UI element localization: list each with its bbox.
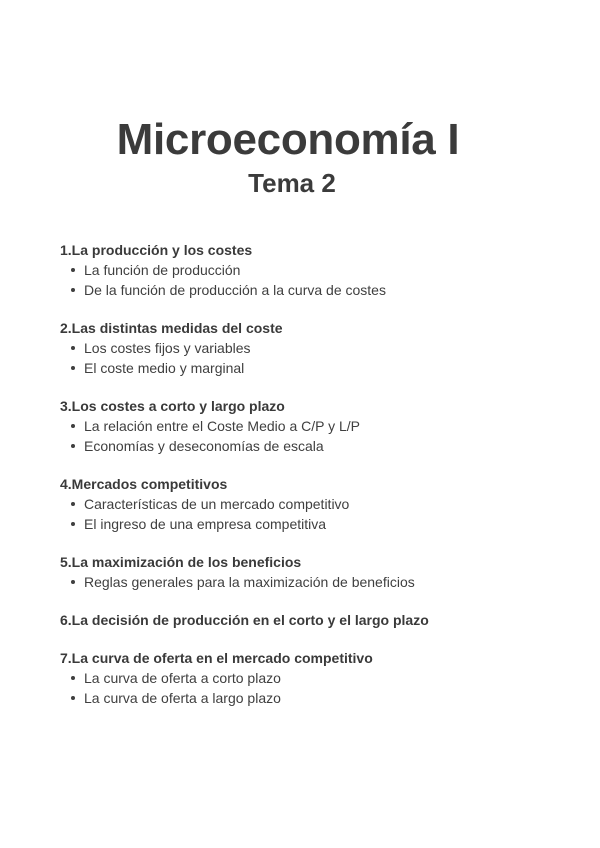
list-item-text: La curva de oferta a largo plazo bbox=[84, 690, 281, 706]
section-5 bbox=[60, 552, 560, 592]
list-item bbox=[70, 514, 560, 534]
bullet-icon bbox=[71, 696, 75, 700]
list-item-text: El ingreso de una empresa competitiva bbox=[84, 516, 327, 532]
list-item-text: Reglas generales para la maximización de beneficios bbox=[84, 574, 415, 590]
section-7 bbox=[60, 648, 560, 708]
section-heading: 4.Mercados competitivos bbox=[60, 476, 228, 492]
list-item bbox=[70, 688, 560, 708]
list-item-text: La curva de oferta a corto plazo bbox=[84, 670, 281, 686]
section-heading: 7.La curva de oferta en el mercado competitivo bbox=[60, 650, 373, 666]
document-title: Microeconomía I bbox=[116, 115, 460, 164]
section-1 bbox=[60, 240, 560, 300]
bullet-icon bbox=[71, 288, 75, 292]
table-of-contents bbox=[60, 240, 560, 726]
list-item bbox=[70, 338, 560, 358]
section-2 bbox=[60, 318, 560, 378]
bullet-list bbox=[60, 260, 560, 300]
bullet-icon bbox=[71, 424, 75, 428]
section-6 bbox=[60, 610, 560, 630]
list-item bbox=[70, 572, 560, 592]
section-3 bbox=[60, 396, 560, 456]
bullet-icon bbox=[71, 366, 75, 370]
list-item bbox=[70, 494, 560, 514]
list-item-text: Los costes fijos y variables bbox=[84, 340, 251, 356]
document-subtitle: Tema 2 bbox=[248, 168, 336, 198]
bullet-list bbox=[60, 338, 560, 378]
section-heading: 3.Los costes a corto y largo plazo bbox=[60, 398, 285, 414]
bullet-list bbox=[60, 572, 560, 592]
list-item bbox=[70, 358, 560, 378]
bullet-icon bbox=[71, 676, 75, 680]
bullet-icon bbox=[71, 268, 75, 272]
list-item-text: El coste medio y marginal bbox=[84, 360, 245, 376]
list-item bbox=[70, 280, 560, 300]
list-item bbox=[70, 436, 560, 456]
list-item-text: La función de producción bbox=[84, 262, 241, 278]
list-item-text: Características de un mercado competitivo bbox=[84, 496, 350, 512]
section-4 bbox=[60, 474, 560, 534]
bullet-list bbox=[60, 668, 560, 708]
list-item-text: De la función de producción a la curva de costes bbox=[84, 282, 386, 298]
list-item-text: Economías y deseconomías de escala bbox=[84, 438, 324, 454]
bullet-icon bbox=[71, 522, 75, 526]
bullet-icon bbox=[71, 580, 75, 584]
list-item-text: La relación entre el Coste Medio a C/P y L/P bbox=[84, 418, 361, 434]
list-item bbox=[70, 260, 560, 280]
section-heading: 2.Las distintas medidas del coste bbox=[60, 320, 283, 336]
section-heading: 5.La maximización de los beneficios bbox=[60, 554, 302, 570]
bullet-icon bbox=[71, 346, 75, 350]
list-item bbox=[70, 668, 560, 688]
bullet-list bbox=[60, 494, 560, 534]
section-heading: 1.La producción y los costes bbox=[60, 242, 253, 258]
bullet-icon bbox=[71, 444, 75, 448]
list-item bbox=[70, 416, 560, 436]
bullet-icon bbox=[71, 502, 75, 506]
section-heading: 6.La decisión de producción en el corto y el largo plazo bbox=[60, 612, 429, 628]
bullet-list bbox=[60, 416, 560, 456]
